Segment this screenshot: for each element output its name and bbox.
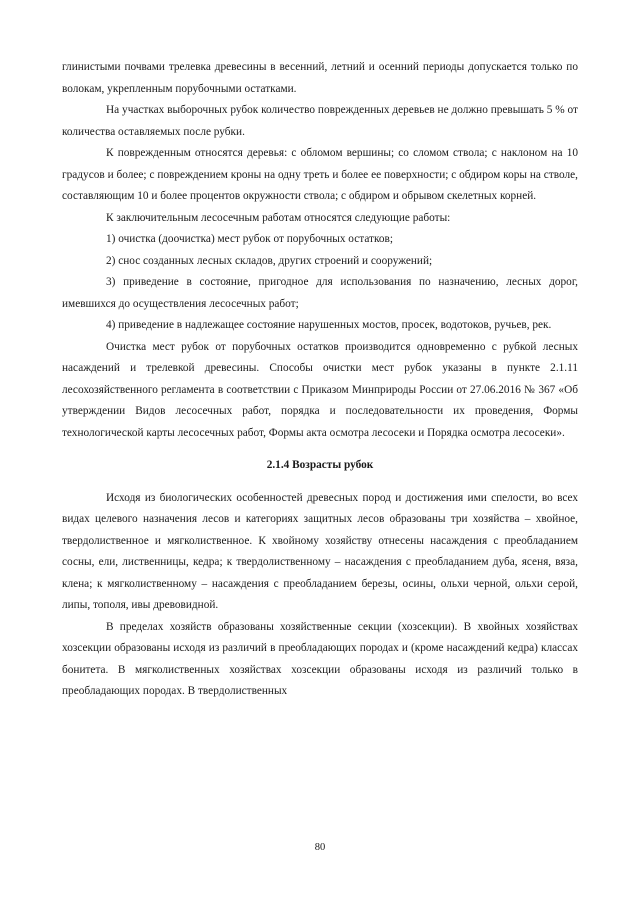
page-number: 80 [314,842,326,853]
paragraph-continuation: глинистыми почвами трелевка древесины в весенний, летний и осенний периоды допускается только по волокам, укрепленным порубочными остатками. [62,61,578,95]
list-item-3: 3) приведение в состояние, пригодное для использования по назначению, лесных дорог, имевшихся до осуществления лесосечных работ; [62,276,578,310]
list-item-2: 2) снос созданных лесных складов, других строений и сооружений; [106,254,433,267]
paragraph-farms: Исходя из биологических особенностей древесных пород и достижения ими спелости, во всех видах целевого назначения лесов и категориях защитных лесов образованы три хозяйства – хвойное, твердолиственное и мягколиственное. К хвойному хозяйству отнесены насаждения с преобладанием сосны, ели, лиственницы, кедра; к твердолиственному – насаждения с преобладанием дуба, ясеня, вяза, клена; к мягколиственному – насаждения с преобладанием березы, осины, ольхи черной, ольхи серой, липы, тополя, ивы древовидной. [62,491,578,611]
paragraph-final-works-intro: К заключительным лесосечным работам относятся следующие работы: [106,211,451,224]
paragraph-damaged-trees-limit: На участках выборочных рубок количество поврежденных деревьев не должно превышать 5 % от количества оставляемых после рубки. [62,104,578,138]
list-item-4: 4) приведение в надлежащее состояние нарушенных мостов, просек, водотоков, ручьев, рек. [106,319,552,331]
paragraph-damaged-trees-definition: К поврежденным относятся деревья: с обломом вершины; со сломом ствола; с наклоном на 10 градусов и более; с повреждением кроны на одну треть и более ее поверхности; с обдиром коры на стволе, составляющим 10 и более процентов окружности ствола; с обдиром и обрывом скелетных корней. [62,147,578,202]
page-body [62,57,578,703]
section-heading: 2.1.4 Возрасты рубок [266,459,374,471]
paragraph-cleaning-methods: Очистка мест рубок от порубочных остатков производится одновременно с рубкой лесных насаждений и трелевкой древесины. Способы очистки мест рубок указаны в пункте 2.1.11 лесохозяйственного регламента в соответствии с Приказом Минприроды России от 27.06.2016 № 367 «Об утверждении Видов лесосечных работ, порядка и последовательности их проведения, Формы технологической карты лесосечных работ, Формы акта осмотра лесосеки и Порядка осмотра лесосеки». [62,340,578,439]
paragraph-sections: В пределах хозяйств образованы хозяйственные секции (хозсекции). В хвойных хозяйствах хозсекции образованы исходя из различий в преобладающих породах и (кроме насаждений кедра) классах бонитета. В мягколиственных хозяйствах хозсекции образованы исходя из различий только в преобладающих породах. В твердолиственных [62,620,578,697]
list-item-1: 1) очистка (доочистка) мест рубок от порубочных остатков; [106,233,394,245]
